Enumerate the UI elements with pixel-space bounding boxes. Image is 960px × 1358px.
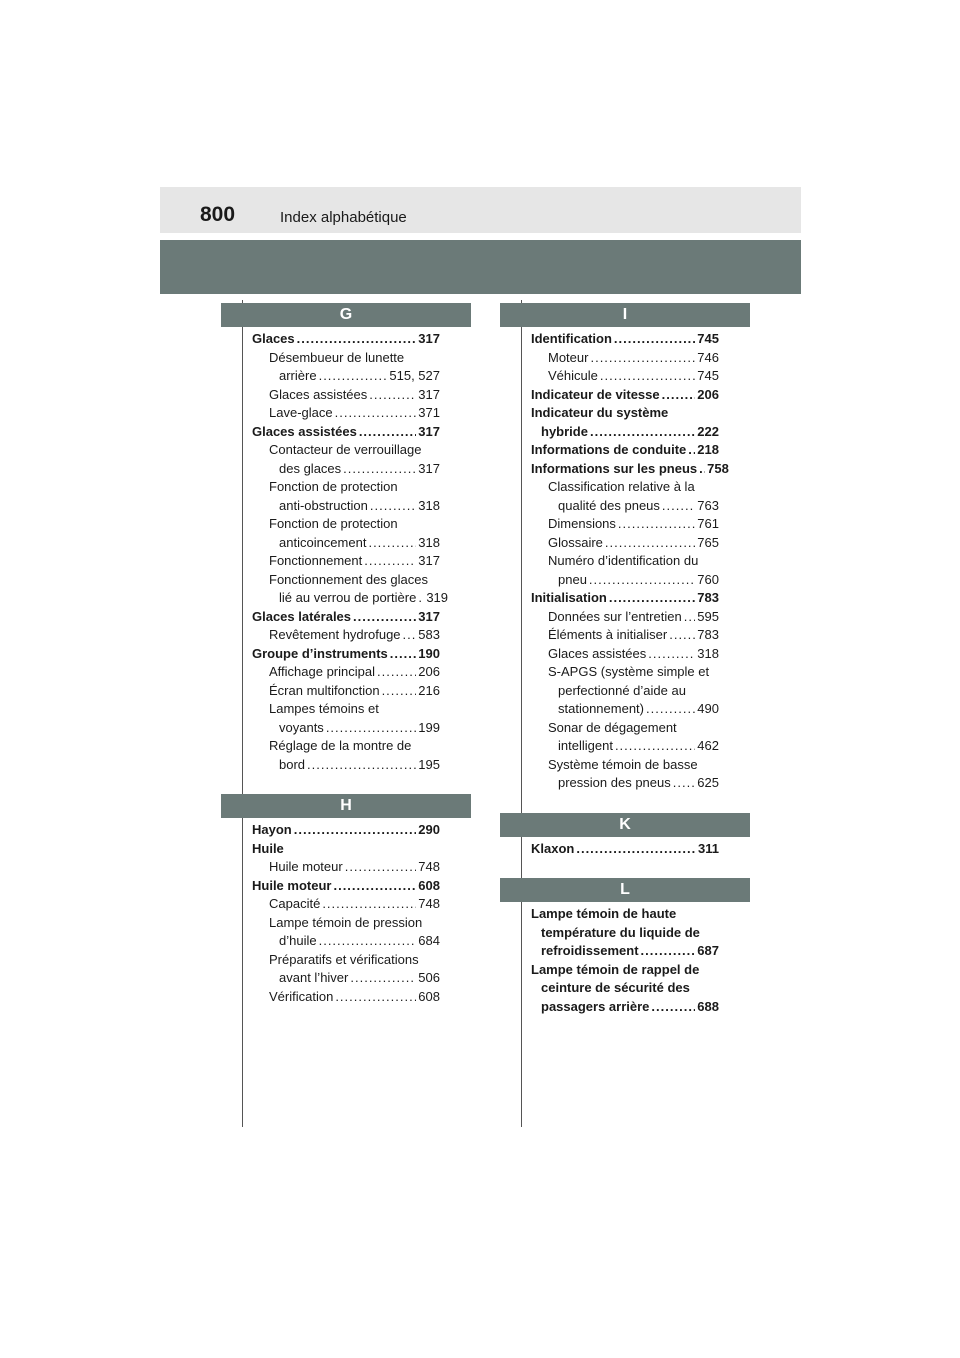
page-reference: 371	[418, 405, 440, 420]
page-reference: 748	[418, 896, 440, 911]
leader-dots	[590, 349, 695, 368]
entry-text: Capacité	[269, 896, 321, 911]
index-subentry	[252, 737, 440, 774]
page-reference: 319	[426, 590, 449, 605]
index-column-right	[500, 303, 750, 1016]
index-subentry	[252, 895, 440, 914]
section-letter-k: K	[500, 813, 750, 837]
index-entry	[252, 423, 440, 442]
entry-text: Dimensions	[548, 516, 616, 531]
leader-dots	[589, 571, 695, 590]
index-subentry	[252, 700, 440, 737]
index-entry	[252, 840, 440, 859]
page-reference: 462	[697, 738, 719, 753]
page-reference: 783	[697, 627, 719, 642]
index-subentry	[252, 404, 440, 423]
leader-dots	[350, 969, 416, 988]
entry-text: Indicateur du système	[531, 405, 669, 420]
leader-dots	[368, 534, 416, 553]
entry-text: Fonction de protection	[269, 479, 398, 494]
leader-dots	[335, 988, 416, 1007]
leader-dots	[390, 645, 417, 664]
page-reference: 745	[697, 368, 719, 383]
entry-text: Système témoin de basse	[548, 756, 698, 772]
entry-text: Lampe témoin de haute	[531, 906, 677, 921]
leader-dots	[684, 608, 696, 627]
index-entry	[531, 441, 719, 460]
index-subentry	[531, 349, 719, 368]
page-reference: 311	[698, 840, 719, 856]
index-entry	[531, 589, 719, 608]
index-entry	[252, 645, 440, 664]
entry-text: qualité des pneus	[558, 497, 660, 513]
entry-text: Glaces latérales	[252, 608, 352, 624]
page-reference: 515, 527	[389, 368, 440, 383]
leader-dots	[615, 737, 695, 756]
index-entry	[252, 330, 440, 349]
leader-dots	[646, 700, 695, 719]
index-subentry	[252, 552, 440, 571]
page-reference: 687	[697, 943, 719, 958]
index-subentry	[531, 645, 719, 664]
leader-dots	[326, 719, 416, 738]
leader-dots	[343, 460, 416, 479]
index-subentry	[252, 914, 440, 951]
index-subentry	[252, 349, 440, 386]
entry-text: Classification relative à la	[548, 479, 695, 494]
leader-dots	[590, 423, 695, 442]
leader-dots	[699, 460, 705, 479]
page-title: Index alphabétique	[280, 209, 407, 226]
index-entry	[531, 460, 729, 479]
index-subentry	[531, 663, 719, 719]
section-entries	[221, 327, 449, 774]
entry-text: Lampes témoins et	[269, 701, 379, 716]
page-reference: 318	[418, 534, 440, 550]
index-entry	[252, 877, 440, 896]
page-reference: 317	[418, 331, 440, 346]
leader-dots	[319, 367, 388, 386]
page-reference: 608	[418, 988, 440, 1004]
entry-text: pneu	[558, 571, 587, 587]
leader-dots	[377, 663, 416, 682]
entry-text: Réglage de la montre de	[269, 738, 412, 753]
entry-text: ceinture de sécurité des	[541, 980, 690, 995]
page-reference: 222	[697, 423, 719, 439]
entry-text: Huile	[252, 840, 284, 856]
entry-text: Glaces assistées	[269, 386, 368, 402]
entry-text: refroidissement	[541, 943, 639, 958]
page-reference: 748	[418, 859, 440, 874]
leader-dots	[418, 589, 424, 608]
page-reference: 763	[697, 497, 719, 513]
index-entry	[531, 330, 719, 349]
page-reference: 195	[418, 756, 440, 772]
section-entries	[500, 902, 719, 1016]
leader-dots	[641, 942, 696, 961]
leader-dots	[618, 515, 695, 534]
leader-dots	[345, 858, 417, 877]
entry-text: Klaxon	[531, 840, 575, 856]
page-reference: 684	[418, 933, 440, 948]
leader-dots	[382, 682, 417, 701]
leader-dots	[364, 552, 416, 571]
section-entries	[500, 837, 719, 859]
index-entry	[531, 386, 719, 405]
page-reference: 317	[418, 608, 440, 624]
leader-dots	[688, 441, 695, 460]
entry-text: pression des pneus	[558, 775, 671, 790]
entry-text: anticoincement	[279, 534, 367, 550]
leader-dots	[333, 877, 416, 896]
entry-text: anti-obstruction	[279, 497, 368, 513]
leader-dots	[605, 534, 695, 553]
page-reference: 761	[697, 516, 719, 531]
index-entry	[531, 404, 719, 441]
leader-dots	[576, 840, 696, 859]
page-reference: 206	[697, 386, 719, 402]
leader-dots	[669, 626, 695, 645]
header-band	[160, 240, 801, 294]
page-reference: 317	[418, 460, 440, 476]
page-reference: 688	[697, 998, 719, 1014]
page-reference: 317	[418, 553, 440, 568]
entry-text: Numéro d’identification du	[548, 553, 699, 568]
page-reference: 190	[418, 645, 440, 661]
index-entry	[531, 840, 719, 859]
entry-text: Identification	[531, 331, 612, 346]
index-subentry	[531, 367, 719, 386]
index-subentry	[252, 663, 440, 682]
page-reference: 583	[418, 627, 440, 642]
entry-text: Préparatifs et vérifications	[269, 951, 419, 967]
index-subentry	[531, 552, 719, 589]
entry-text: Glaces	[252, 331, 295, 346]
entry-text: perfectionné d’aide au	[558, 682, 686, 698]
page-reference: 490	[697, 701, 719, 716]
entry-text: Moteur	[548, 349, 589, 365]
index-subentry	[252, 571, 449, 608]
entry-text: Groupe d’instruments	[252, 645, 388, 661]
index-subentry	[252, 626, 440, 645]
entry-text: Glaces assistées	[252, 423, 357, 439]
section-letter-i: I	[500, 303, 750, 327]
leader-dots	[307, 756, 416, 775]
leader-dots	[662, 497, 695, 516]
entry-text: Hayon	[252, 822, 292, 837]
entry-text: des glaces	[279, 460, 342, 476]
entry-text: hybride	[541, 423, 588, 439]
page-reference: 318	[418, 497, 440, 513]
entry-text: Désembueur de lunette	[269, 349, 405, 365]
page-number: 800	[200, 203, 236, 226]
entry-text: passagers arrière	[541, 998, 650, 1014]
section-letter-g: G	[221, 303, 471, 327]
leader-dots	[319, 932, 417, 951]
leader-dots	[353, 608, 416, 627]
index-column-left	[221, 303, 471, 1006]
entry-text: Informations sur les pneus	[531, 460, 698, 476]
entry-text: Fonctionnement des glaces	[269, 571, 428, 587]
entry-text: intelligent	[558, 738, 613, 753]
index-entry	[252, 821, 440, 840]
leader-dots	[403, 626, 417, 645]
entry-text: Lave-glace	[269, 405, 333, 420]
leader-dots	[662, 386, 696, 405]
page-reference: 783	[697, 590, 719, 605]
section-entries	[221, 818, 440, 1006]
entry-text: Revêtement hydrofuge	[269, 627, 401, 642]
index-entry	[531, 961, 719, 1017]
page-reference: 318	[697, 645, 719, 661]
index-entry	[252, 608, 440, 627]
header-bar	[160, 187, 801, 233]
page-reference: 199	[418, 719, 440, 735]
entry-text: Contacteur de verrouillage	[269, 442, 422, 457]
entry-text: Informations de conduite	[531, 442, 687, 457]
page-reference: 745	[697, 331, 719, 346]
leader-dots	[369, 386, 416, 405]
entry-text: arrière	[279, 368, 317, 383]
page-reference: 625	[697, 775, 719, 790]
entry-text: Glaces assistées	[548, 645, 647, 661]
leader-dots	[370, 497, 416, 516]
index-subentry	[531, 478, 719, 515]
entry-text: Données sur l’entretien	[548, 608, 682, 624]
leader-dots	[600, 367, 695, 386]
entry-text: Affichage principal	[269, 664, 375, 679]
index-subentry	[252, 988, 440, 1007]
entry-text: avant l’hiver	[279, 970, 349, 985]
entry-text: Sonar de dégagement	[548, 719, 677, 735]
page-reference: 765	[697, 534, 719, 550]
leader-dots	[673, 774, 696, 793]
section-letter-l: L	[500, 878, 750, 902]
index-subentry	[252, 858, 440, 877]
leader-dots	[648, 645, 695, 664]
entry-text: lié au verrou de portière	[279, 590, 417, 605]
page-reference: 218	[697, 442, 719, 457]
leader-dots	[294, 821, 417, 840]
entry-text: Initialisation	[531, 590, 607, 605]
entry-text: stationnement)	[558, 701, 644, 716]
page-reference: 746	[697, 349, 719, 365]
leader-dots	[359, 423, 416, 442]
leader-dots	[614, 330, 695, 349]
entry-text: S-APGS (système simple et	[548, 664, 710, 679]
page-reference: 317	[418, 423, 440, 439]
index-subentry	[531, 756, 719, 793]
entry-text: Huile moteur	[252, 877, 332, 893]
page-reference: 506	[418, 970, 440, 985]
entry-text: Indicateur de vitesse	[531, 386, 660, 402]
entry-text: température du liquide de	[541, 924, 700, 940]
entry-text: Huile moteur	[269, 859, 343, 874]
index-subentry	[252, 515, 440, 552]
entry-text: voyants	[279, 719, 324, 735]
entry-text: Vérification	[269, 988, 334, 1004]
index-subentry	[252, 682, 440, 701]
entry-text: Glossaire	[548, 534, 603, 550]
page-reference: 608	[418, 877, 440, 893]
index-entry	[531, 905, 719, 961]
index-subentry	[531, 608, 719, 627]
index-subentry	[252, 386, 440, 405]
leader-dots	[335, 404, 417, 423]
page-reference: 758	[707, 460, 729, 476]
entry-text: Lampe témoin de rappel de	[531, 961, 700, 977]
index-subentry	[531, 515, 719, 534]
page-reference: 290	[418, 822, 440, 837]
entry-text: Écran multifonction	[269, 682, 380, 698]
page-reference: 760	[697, 571, 719, 587]
page-reference: 206	[418, 664, 440, 679]
leader-dots	[609, 589, 695, 608]
entry-text: Lampe témoin de pression	[269, 914, 423, 930]
section-entries	[500, 327, 729, 793]
index-subentry	[531, 534, 719, 553]
index-subentry	[531, 626, 719, 645]
section-letter-h: H	[221, 794, 471, 818]
entry-text: d’huile	[279, 933, 317, 948]
entry-text: Éléments à initialiser	[548, 627, 668, 642]
page-reference: 595	[697, 608, 719, 624]
index-subentry	[531, 719, 719, 756]
leader-dots	[322, 895, 416, 914]
entry-text: Fonction de protection	[269, 516, 398, 531]
entry-text: Fonctionnement	[269, 553, 363, 568]
index-subentry	[252, 441, 440, 478]
entry-text: Véhicule	[548, 368, 598, 383]
index-subentry	[252, 951, 440, 988]
index-subentry	[252, 478, 440, 515]
page-reference: 317	[418, 386, 440, 402]
entry-text: bord	[279, 756, 306, 772]
leader-dots	[651, 998, 695, 1017]
page-reference: 216	[418, 682, 440, 698]
leader-dots	[297, 330, 417, 349]
